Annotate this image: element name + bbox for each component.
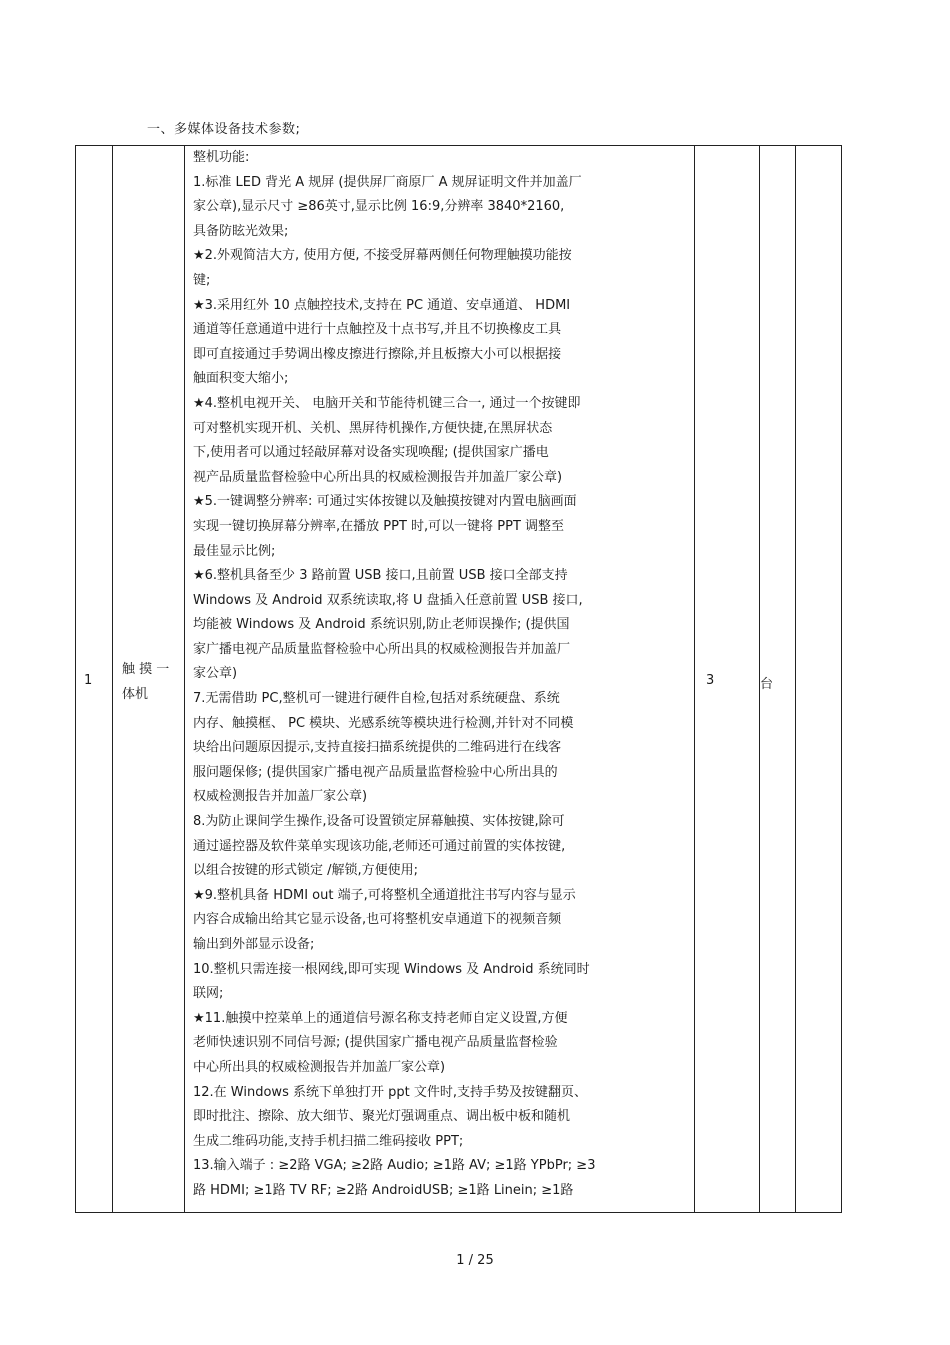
item-name-line2: 体机 bbox=[122, 687, 149, 702]
description-line: 均能被 Windows 及 Android 系统识别,防止老师误操作; (提供国 bbox=[193, 617, 570, 633]
description-line: 家广播电视产品质量监督检验中心所出具的权威检测报告并加盖厂 bbox=[193, 641, 571, 657]
description-line: 10.整机只需连接一根网线,即可实现 Windows 及 Android 系统同时 bbox=[193, 961, 590, 977]
description-line: 整机功能: bbox=[193, 150, 250, 165]
description-line: ★5.一键调整分辨率: 可通过实体按键以及触摸按键对内置电脑画面 bbox=[193, 494, 577, 510]
description-line: 权威检测报告并加盖厂家公章) bbox=[193, 789, 368, 805]
description-line: 联网; bbox=[193, 986, 224, 1002]
description-line: 最佳显示比例; bbox=[193, 543, 276, 559]
description-line: 实现一键切换屏幕分辨率,在播放 PPT 时,可以一键将 PPT 调整至 bbox=[193, 518, 565, 534]
description-line: 7.无需借助 PC,整机可一键进行硬件自检,包括对系统硬盘、系统 bbox=[193, 691, 560, 707]
description-line: 1.标准 LED 背光 A 规屏 (提供屏厂商原厂 A 规屏证明文件并加盖厂 bbox=[193, 174, 582, 190]
description-line: 中心所出具的权威检测报告并加盖厂家公章) bbox=[193, 1059, 446, 1075]
description-line: 块给出问题原因提示,支持直接扫描系统提供的二维码进行在线客 bbox=[193, 740, 562, 756]
description-line: 具备防眩光效果; bbox=[193, 223, 289, 239]
description-line: ★9.整机具备 HDMI out 端子,可将整机全通道批注书写内容与显示 bbox=[193, 887, 576, 903]
description-line: 键; bbox=[193, 272, 211, 288]
column-divider bbox=[184, 146, 185, 1212]
description-line: ★4.整机电视开关、 电脑开关和节能待机键三合一, 通过一个按键即 bbox=[193, 395, 581, 411]
description-line: 即可直接通过手势调出橡皮擦进行擦除,并且板擦大小可以根据接 bbox=[193, 346, 562, 362]
item-name-line1: 触 摸 一 bbox=[122, 662, 170, 677]
item-description bbox=[193, 146, 693, 1204]
column-divider bbox=[112, 146, 113, 1212]
description-line: 以组合按键的形式锁定 /解锁,方便使用; bbox=[193, 863, 419, 879]
description-line: 路 HDMI; ≥1路 TV RF; ≥2路 AndroidUSB; ≥1路 Linein; ≥1路 bbox=[193, 1182, 574, 1198]
unit: 台 bbox=[760, 677, 774, 692]
description-line: 内存、触摸框、 PC 模块、光感系统等模块进行检测,并针对不同模 bbox=[193, 715, 574, 731]
description-line: ★11.触摸中控菜单上的通道信号源名称支持老师自定义设置,方便 bbox=[193, 1010, 568, 1026]
description-line: 内容合成输出给其它显示设备,也可将整机安卓通道下的视频音频 bbox=[193, 912, 562, 928]
description-line: 即时批注、擦除、放大细节、聚光灯强调重点、调出板中板和随机 bbox=[193, 1109, 571, 1125]
quantity: 3 bbox=[706, 673, 715, 688]
description-line: 家公章) bbox=[193, 666, 238, 682]
description-line: 触面积变大缩小; bbox=[193, 371, 289, 387]
column-divider bbox=[694, 146, 695, 1212]
description-line: 8.为防止课间学生操作,设备可设置锁定屏幕触摸、实体按键,除可 bbox=[193, 814, 565, 830]
description-line: 生成二维码功能,支持手机扫描二维码接收 PPT; bbox=[193, 1133, 464, 1149]
description-line: 通道等任意通道中进行十点触控及十点书写,并且不切换橡皮工具 bbox=[193, 322, 562, 338]
description-line: 输出到外部显示设备; bbox=[193, 937, 315, 952]
description-line: 13.输入端子 : ≥2路 VGA; ≥2路 Audio; ≥1路 AV; ≥1路 YPbPr; ≥3 bbox=[193, 1158, 596, 1174]
description-line: 通过遥控器及软件菜单实现该功能,老师还可通过前置的实体按键, bbox=[193, 838, 566, 854]
section-title: 一、多媒体设备技术参数; bbox=[147, 122, 301, 137]
description-line: 家公章),显示尺寸 ≥86英寸,显示比例 16:9,分辨率 3840*2160, bbox=[193, 199, 565, 215]
row-index: 1 bbox=[84, 673, 93, 688]
description-line: ★2.外观简洁大方, 使用方便, 不接受屏幕两侧任何物理触摸功能按 bbox=[193, 248, 572, 264]
description-line: 下,使用者可以通过轻敲屏幕对设备实现唤醒; (提供国家广播电 bbox=[193, 445, 549, 461]
spec-table bbox=[75, 145, 842, 1213]
description-line: ★6.整机具备至少 3 路前置 USB 接口,且前置 USB 接口全部支持 bbox=[193, 568, 568, 584]
description-line: 12.在 Windows 系统下单独打开 ppt 文件时,支持手势及按键翻页、 bbox=[193, 1084, 587, 1100]
description-line: 可对整机实现开机、关机、黑屏待机操作,方便快捷,在黑屏状态 bbox=[193, 420, 553, 436]
description-line: 服问题保修; (提供国家广播电视产品质量监督检验中心所出具的 bbox=[193, 764, 558, 780]
page-number: 1 / 25 bbox=[456, 1253, 494, 1268]
description-line: Windows 及 Android 双系统读取,将 U 盘插入任意前置 USB 接口, bbox=[193, 592, 583, 608]
description-line: 老师快速识别不同信号源; (提供国家广播电视产品质量监督检验 bbox=[193, 1035, 558, 1051]
description-line: ★3.采用红外 10 点触控技术,支持在 PC 通道、安卓通道、 HDMI bbox=[193, 297, 571, 313]
description-line: 视产品质量监督检验中心所出具的权威检测报告并加盖厂家公章) bbox=[193, 469, 563, 485]
